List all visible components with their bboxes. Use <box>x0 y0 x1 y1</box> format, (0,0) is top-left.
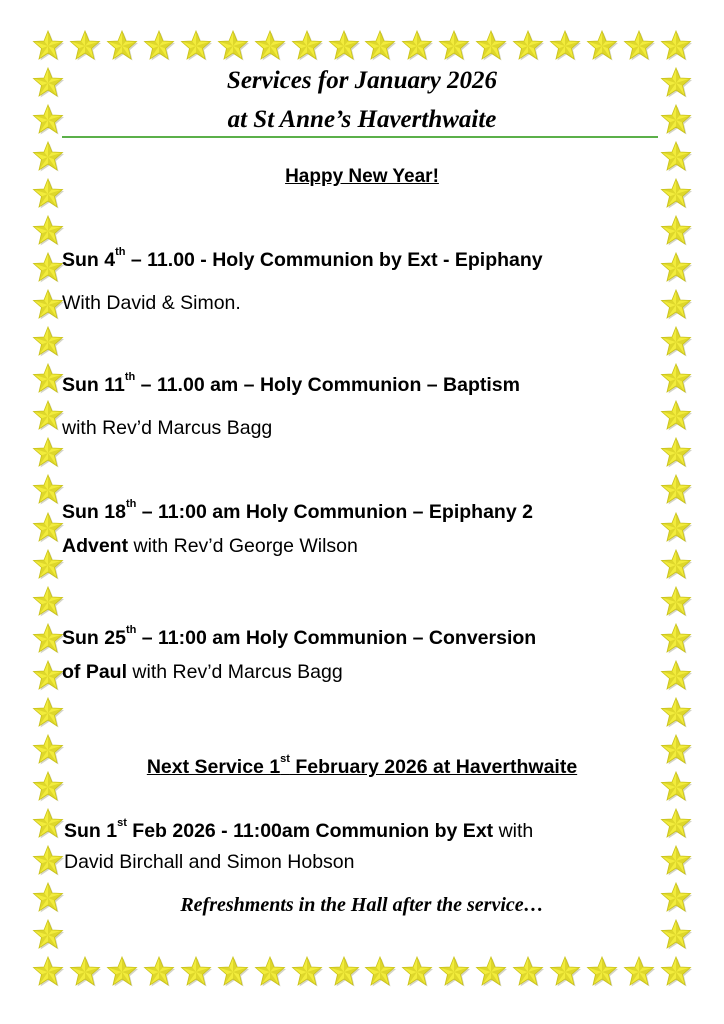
service-4-with: with Rev’d Marcus Bagg <box>127 661 343 683</box>
next-service-with: with <box>493 820 534 842</box>
next-service-details <box>64 817 534 843</box>
service-4-officiants <box>62 661 343 684</box>
ordinal-suffix: th <box>125 498 137 510</box>
next-service-officiants: David Birchall and Simon Hobson <box>64 851 355 873</box>
service-1-heading <box>62 246 543 272</box>
service-3-details: – 11:00 am Holy Communion – Epiphany 2 <box>136 501 533 523</box>
page-title-line1: Services for January 2026 <box>226 67 498 94</box>
ordinal-suffix: th <box>124 371 136 383</box>
next-service-heading-pre: Next Service 1 <box>146 756 281 778</box>
page-title-line2: at St Anne’s Haverthwaite <box>227 106 497 133</box>
next-service-heading <box>0 753 724 779</box>
service-4-details: – 11:00 am Holy Communion – Conversion <box>136 627 537 649</box>
service-2-officiants <box>62 417 272 440</box>
next-service-time: Feb 2026 - 11:00am Communion by Ext <box>126 820 494 842</box>
ordinal-suffix: st <box>280 753 290 765</box>
service-3-with: with Rev’d George Wilson <box>128 535 358 557</box>
service-4-heading <box>62 624 537 650</box>
service-3-day: Sun 18 <box>62 501 126 523</box>
service-2-day: Sun 11 <box>62 374 125 396</box>
ordinal-suffix: th <box>125 624 137 636</box>
next-service-day: Sun 1 <box>64 820 118 842</box>
service-1-details: – 11.00 - Holy Communion by Ext - Epiphany <box>125 249 543 271</box>
service-1-day: Sun 4 <box>62 249 116 271</box>
service-3-bold-part: Advent <box>62 535 129 557</box>
ordinal-suffix: st <box>117 817 127 829</box>
service-3-heading <box>62 498 533 524</box>
title-divider <box>62 136 658 138</box>
service-2-with: with Rev’d Marcus Bagg <box>62 417 273 439</box>
service-2-heading <box>62 371 520 397</box>
greeting-heading: Happy New Year! <box>285 166 439 187</box>
service-1-officiants <box>62 292 241 315</box>
service-3-officiants <box>62 535 358 558</box>
refreshments-note: Refreshments in the Hall after the service… <box>180 894 544 916</box>
service-1-with: With David & Simon. <box>62 292 241 314</box>
service-4-bold-part: of Paul <box>62 661 128 683</box>
ordinal-suffix: th <box>115 246 126 258</box>
service-4-day: Sun 25 <box>62 627 126 649</box>
next-service-heading-post: February 2026 at Haverthwaite <box>289 756 578 778</box>
service-2-details: – 11.00 am – Holy Communion – Baptism <box>135 374 520 396</box>
